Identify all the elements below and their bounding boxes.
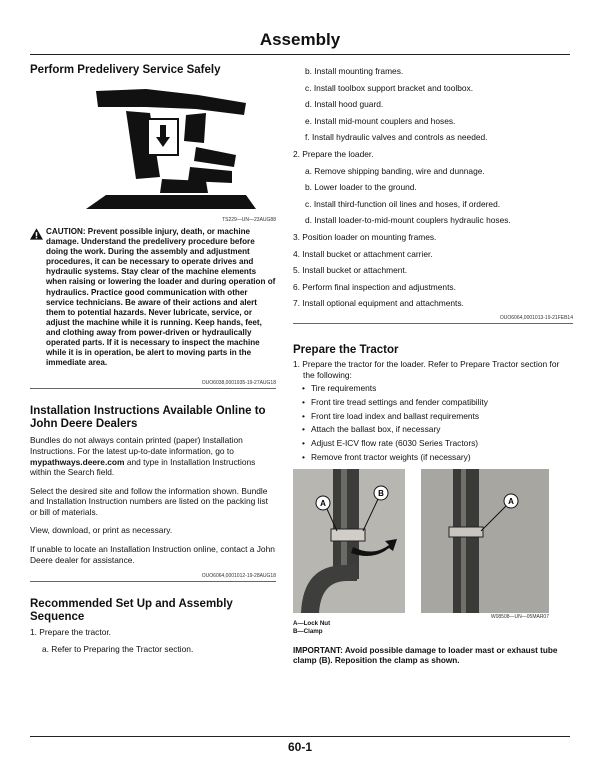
- list-item: 4. Install bucket or attachment carrier.: [293, 248, 433, 259]
- caution-block: [30, 227, 276, 368]
- divider: [30, 581, 276, 582]
- list-item: • Adjust E-ICV flow rate (6030 Series Tractors): [311, 438, 573, 449]
- list-item: 3. Position loader on mounting frames.: [293, 231, 437, 242]
- list-item: f. Install hydraulic valves and controls as needed.: [305, 132, 488, 143]
- list-item: 1. Prepare the tractor.: [30, 627, 112, 638]
- warning-icon: [30, 228, 43, 240]
- reference-code: OUO6064,0001013-19-21FEB14: [499, 314, 573, 321]
- list-item: • Front tire load index and ballast requirements: [311, 411, 573, 422]
- list-item: 6. Perform final inspection and adjustments.: [293, 281, 456, 292]
- figure-tag: TS229—UN—23AUG88: [222, 217, 276, 223]
- paragraph: View, download, or print as necessary.: [30, 525, 173, 536]
- list-item: a. Refer to Preparing the Tractor section.: [42, 643, 194, 654]
- divider: [293, 323, 573, 324]
- header-rule: [30, 54, 570, 55]
- list-item: e. Install mid-mount couplers and hoses.: [305, 115, 456, 126]
- list-item: 2. Prepare the loader.: [293, 148, 374, 159]
- list-item: 7. Install optional equipment and attachments.: [293, 298, 464, 309]
- reference-code: OUO6064,0001012-19-28AUG18: [201, 573, 276, 580]
- divider: [30, 388, 276, 389]
- list-item: • Remove front tractor weights (if necessary): [311, 452, 573, 463]
- list-item: a. Remove shipping banding, wire and dunnage.: [305, 165, 485, 176]
- list-item: d. Install loader-to-mid-mount couplers hydraulic hoses.: [305, 215, 511, 226]
- left-column: [30, 60, 276, 654]
- paragraph: Bundles do not always contain printed (paper) Installation Instructions. For the latest up-to-date information, go to mypathways.deere.com and type in Installation Instructions within the Search field.: [30, 435, 256, 478]
- reference-code: OUO6038,0001935-19-27AUG18: [201, 380, 276, 387]
- list-item: • Tire requirements: [311, 383, 573, 394]
- section-heading: Perform Predelivery Service Safely: [30, 64, 221, 76]
- paragraph: If unable to locate an Installation Instruction online, contact a John Deere dealer for assistance.: [30, 544, 275, 565]
- exhaust-clamp-photo: [293, 469, 549, 613]
- list-item: b. Lower loader to the ground.: [305, 182, 417, 193]
- list-item: d. Install hood guard.: [305, 99, 384, 110]
- website-link[interactable]: mypathways.deere.com: [30, 456, 125, 467]
- page-number: 60-1: [287, 740, 313, 754]
- caption-a: A—Lock Nut: [293, 619, 331, 627]
- footer-rule: [30, 736, 570, 737]
- photo-tag: W08508—UN—05MAR07: [490, 613, 549, 620]
- caption-b: B—Clamp: [293, 627, 323, 635]
- list-item: c. Install third-function oil lines and hoses, if ordered.: [305, 198, 501, 209]
- callout-a-label: A: [320, 498, 326, 508]
- caution-text: CAUTION: Prevent possible injury, death, or machine damage. Understand the predelivery procedure before doing the work. During the assembly and adjustment procedures, it can be necessary to operate drives and hydraulic systems. Stay clear of the machine elements when raising or lowering the loader and during operation of hydraulics. Practice good communication with other service technicians. Be aware of their actions and alert them to potential hazards. Never lubricate, service, or adjust the machine while it is running. Keep hands, feet, and clothing away from power-driven or hydraulically operated parts. If it is necessary to inspect the machine while it is in operation, be alert to moving parts in the immediate area.: [46, 227, 276, 368]
- list-item: c. Install toolbox support bracket and toolbox.: [305, 82, 474, 93]
- callout-b-label: B: [378, 488, 384, 498]
- list-item: b. Install mounting frames.: [305, 66, 404, 76]
- section-heading: Installation Instructions Available Online to John Deere Dealers: [30, 405, 266, 431]
- section-heading: Prepare the Tractor: [293, 343, 399, 356]
- list-item: 5. Install bucket or attachment.: [293, 265, 408, 276]
- section-heading: Recommended Set Up and Assembly Sequence: [30, 598, 233, 624]
- list-item: • Front tire tread settings and fender compatibility: [311, 397, 573, 408]
- list-item: 1. Prepare the tractor for the loader. Refer to Prepare Tractor section for the following:: [293, 358, 560, 380]
- crush-hazard-illustration: [86, 85, 256, 215]
- list-item: • Attach the ballast box, if necessary: [311, 424, 573, 435]
- important-note: IMPORTANT: Avoid possible damage to loader mast or exhaust tube clamp (B). Reposition the clamp as shown.: [293, 645, 558, 665]
- page-title: Assembly: [259, 30, 341, 49]
- paragraph: Select the desired site and follow the information shown. Bundle and Installation Instruction numbers are listed on the packing list or bill of materials.: [30, 485, 268, 517]
- right-column: [293, 66, 573, 666]
- requirements-list: [293, 383, 573, 463]
- callout-a-label: A: [508, 496, 514, 506]
